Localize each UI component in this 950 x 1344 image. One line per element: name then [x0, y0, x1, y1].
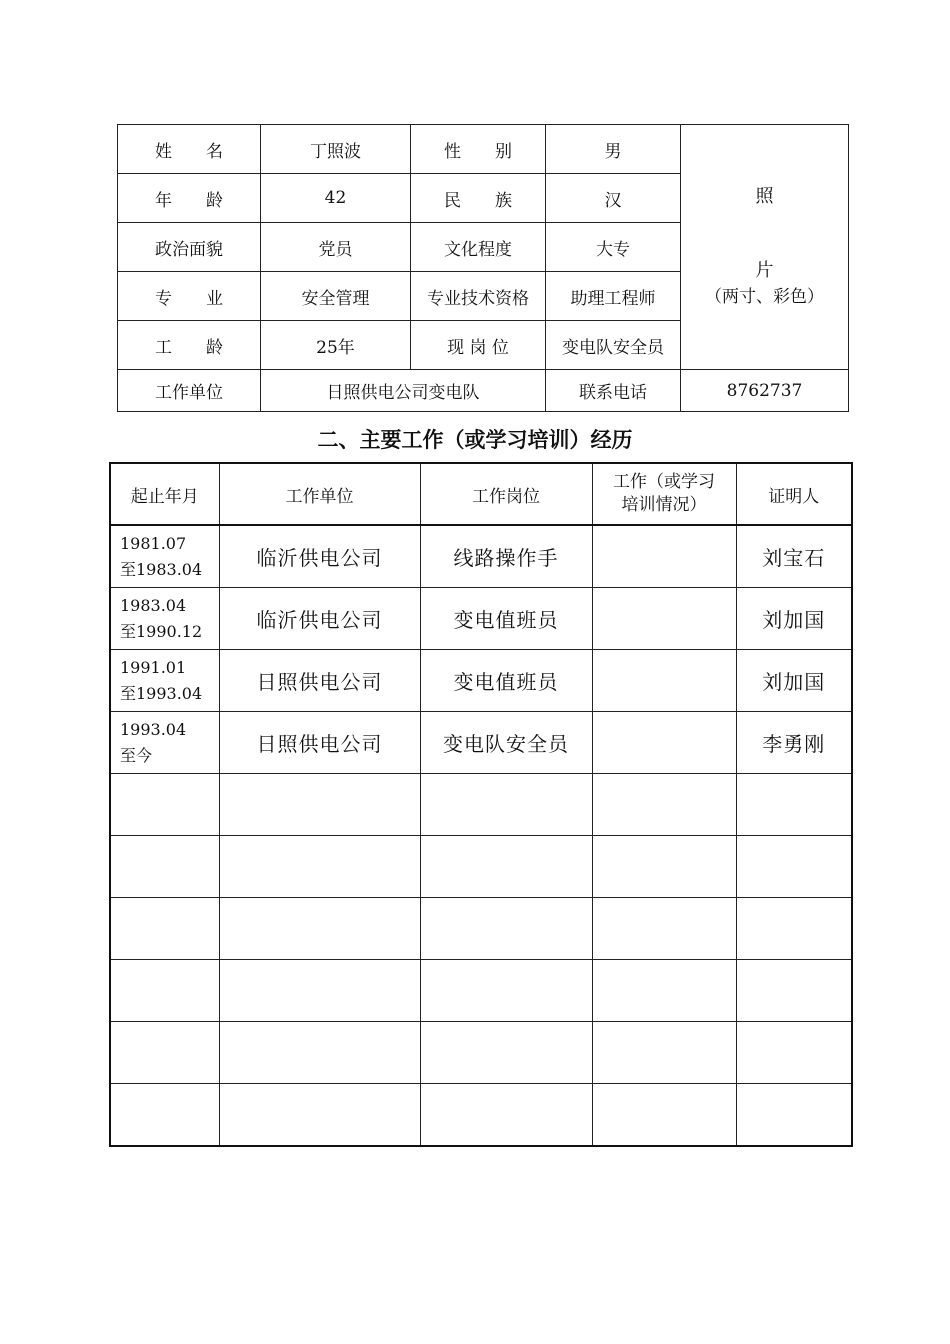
period-cell — [110, 588, 219, 650]
period-cell — [110, 650, 219, 712]
position-value: 变电队安全员 — [546, 321, 681, 370]
empty-cell — [110, 898, 219, 960]
name-label: 姓 名 — [118, 125, 261, 174]
empty-cell — [736, 836, 852, 898]
period-start: 1991.01 — [120, 657, 187, 677]
empty-cell — [219, 960, 420, 1022]
unit-cell: 临沂供电公司 — [219, 588, 420, 650]
age-label: 年 龄 — [118, 174, 261, 223]
qualification-value: 助理工程师 — [546, 272, 681, 321]
period-start: 1981.07 — [120, 533, 187, 553]
empty-row — [110, 1022, 852, 1084]
phone-value: 8762737 — [681, 370, 849, 412]
empty-cell — [420, 836, 592, 898]
header-witness: 证明人 — [736, 463, 852, 525]
name-value: 丁照波 — [261, 125, 411, 174]
situation-cell — [592, 650, 736, 712]
empty-cell — [110, 774, 219, 836]
empty-cell — [420, 960, 592, 1022]
section-title: 二、主要工作（或学习培训）经历 — [317, 428, 633, 452]
header-unit: 工作单位 — [219, 463, 420, 525]
empty-cell — [736, 1084, 852, 1147]
witness-cell: 李勇刚 — [736, 712, 852, 774]
empty-cell — [592, 1022, 736, 1084]
post-cell: 变电值班员 — [420, 588, 592, 650]
empty-cell — [110, 836, 219, 898]
witness-cell: 刘宝石 — [736, 525, 852, 588]
header-situation-line2: 培训情况） — [621, 495, 707, 515]
empty-cell — [592, 898, 736, 960]
table-row — [110, 650, 852, 712]
employer-label: 工作单位 — [118, 370, 261, 412]
empty-cell — [420, 774, 592, 836]
period-end: 至1983.04 — [120, 559, 203, 579]
empty-cell — [219, 898, 420, 960]
period-start: 1993.04 — [120, 719, 187, 739]
post-cell: 线路操作手 — [420, 525, 592, 588]
period-end: 至1993.04 — [120, 683, 203, 703]
empty-cell — [110, 960, 219, 1022]
header-post: 工作岗位 — [420, 463, 592, 525]
major-label: 专 业 — [118, 272, 261, 321]
empty-cell — [420, 1084, 592, 1147]
empty-row — [110, 836, 852, 898]
employer-value: 日照供电公司变电队 — [261, 370, 546, 412]
empty-row — [110, 960, 852, 1022]
empty-cell — [736, 1022, 852, 1084]
empty-cell — [110, 1084, 219, 1147]
table-row — [110, 588, 852, 650]
gender-value: 男 — [546, 125, 681, 174]
ethnicity-label: 民 族 — [411, 174, 546, 223]
unit-cell: 日照供电公司 — [219, 712, 420, 774]
period-end: 至1990.12 — [120, 621, 203, 641]
photo-placeholder — [681, 125, 849, 370]
personal-info-table — [117, 124, 849, 412]
photo-label-mid: 片 — [755, 260, 774, 281]
age-value: 42 — [261, 174, 411, 223]
period-start: 1983.04 — [120, 595, 187, 615]
empty-cell — [420, 898, 592, 960]
situation-cell — [592, 588, 736, 650]
empty-cell — [592, 1084, 736, 1147]
empty-cell — [592, 836, 736, 898]
witness-cell: 刘加国 — [736, 650, 852, 712]
education-label: 文化程度 — [411, 223, 546, 272]
unit-cell: 日照供电公司 — [219, 650, 420, 712]
post-cell: 变电值班员 — [420, 650, 592, 712]
empty-cell — [592, 774, 736, 836]
empty-cell — [592, 960, 736, 1022]
table-row — [110, 712, 852, 774]
empty-cell — [110, 1022, 219, 1084]
period-cell — [110, 525, 219, 588]
qualification-label: 专业技术资格 — [411, 272, 546, 321]
politics-value: 党员 — [261, 223, 411, 272]
seniority-value: 25年 — [261, 321, 411, 370]
empty-cell — [736, 960, 852, 1022]
work-history-table — [109, 462, 853, 1147]
situation-cell — [592, 712, 736, 774]
seniority-label: 工 龄 — [118, 321, 261, 370]
header-period: 起止年月 — [110, 463, 219, 525]
phone-label: 联系电话 — [546, 370, 681, 412]
politics-label: 政治面貌 — [118, 223, 261, 272]
empty-row — [110, 774, 852, 836]
empty-cell — [219, 1084, 420, 1147]
empty-cell — [736, 774, 852, 836]
education-value: 大专 — [546, 223, 681, 272]
situation-cell — [592, 525, 736, 588]
empty-row — [110, 898, 852, 960]
empty-cell — [420, 1022, 592, 1084]
photo-label-top: 照 — [755, 186, 774, 207]
empty-cell — [219, 1022, 420, 1084]
post-cell: 变电队安全员 — [420, 712, 592, 774]
position-label: 现 岗 位 — [411, 321, 546, 370]
witness-cell: 刘加国 — [736, 588, 852, 650]
empty-cell — [219, 774, 420, 836]
empty-row — [110, 1084, 852, 1147]
empty-cell — [736, 898, 852, 960]
unit-cell: 临沂供电公司 — [219, 525, 420, 588]
photo-label-bottom: （两寸、彩色） — [705, 287, 824, 307]
table-row — [110, 525, 852, 588]
major-value: 安全管理 — [261, 272, 411, 321]
header-situation-line1: 工作（或学习 — [613, 472, 715, 492]
empty-cell — [219, 836, 420, 898]
period-cell — [110, 712, 219, 774]
gender-label: 性 别 — [411, 125, 546, 174]
period-end: 至今 — [120, 745, 153, 765]
header-situation — [592, 463, 736, 525]
ethnicity-value: 汉 — [546, 174, 681, 223]
